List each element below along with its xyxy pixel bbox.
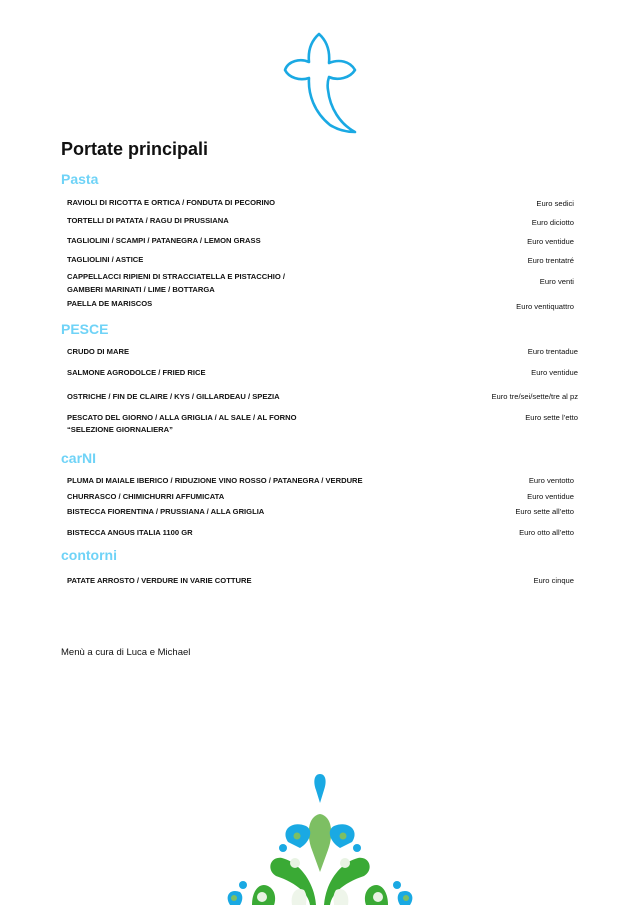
menu-item: PAELLA DE MARISCOS — [67, 299, 153, 308]
menu-price: Euro ventidue — [531, 368, 578, 377]
menu-item: PLUMA DI MAIALE IBERICO / RIDUZIONE VINO ROSSO / PATANEGRA / VERDURE — [67, 476, 363, 485]
menu-item: CAPPELLACCI RIPIENI DI STRACCIATELLA E PISTACCHIO / — [67, 272, 285, 281]
section-heading-carni: carNI — [61, 450, 97, 466]
menu-price: Euro venti — [539, 277, 574, 286]
menu-price: Euro ventiquattro — [516, 302, 574, 311]
menu-item: SALMONE AGRODOLCE / FRIED RICE — [67, 368, 206, 377]
menu-price: Euro ventotto — [528, 476, 574, 485]
menu-item: PESCATO DEL GIORNO / ALLA GRIGLIA / AL SALE / AL FORNO — [67, 413, 297, 422]
section-heading-pasta: Pasta — [61, 171, 99, 187]
cross-logo-icon — [280, 28, 360, 134]
menu-item: TORTELLI DI PATATA / RAGU DI PRUSSIANA — [67, 216, 229, 225]
menu-price: Euro sette all’etto — [515, 507, 574, 516]
section-heading-contorni: contorni — [61, 547, 117, 563]
menu-price: Euro cinque — [533, 576, 574, 585]
menu-price: Euro diciotto — [531, 218, 574, 227]
menu-price: Euro sedici — [536, 199, 574, 208]
menu-item: CHURRASCO / CHIMICHURRI AFFUMICATA — [67, 492, 225, 501]
menu-item: TAGLIOLINI / SCAMPI / PATANEGRA / LEMON GRASS — [67, 236, 261, 245]
menu-item: BISTECCA ANGUS ITALIA 1100 GR — [67, 528, 193, 537]
menu-item-line2: “SELEZIONE GIORNALIERA” — [67, 425, 173, 434]
menu-item: BISTECCA FIORENTINA / PRUSSIANA / ALLA GRIGLIA — [67, 507, 265, 516]
menu-price: Euro trentadue — [527, 347, 578, 356]
menu-item-line2: GAMBERI MARINATI / LIME / BOTTARGA — [67, 285, 215, 294]
menu-item: CRUDO DI MARE — [67, 347, 130, 356]
menu-price: Euro trentatré — [527, 256, 574, 265]
menu-price: Euro sette l’etto — [525, 413, 578, 422]
menu-price: Euro ventidue — [527, 237, 574, 246]
menu-item: TAGLIOLINI / ASTICE — [67, 255, 144, 264]
menu-item: OSTRICHE / FIN DE CLAIRE / KYS / GILLARDEAU / SPEZIA — [67, 392, 280, 401]
menu-price: Euro otto all’etto — [519, 528, 574, 537]
section-heading-pesce: PESCE — [61, 321, 109, 337]
menu-item: RAVIOLI DI RICOTTA E ORTICA / FONDUTA DI PECORINO — [67, 198, 275, 207]
menu-price: Euro ventidue — [527, 492, 574, 501]
menu-price: Euro tre/sei/sette/tre al pz — [491, 392, 578, 401]
page-title: Portate principali — [61, 139, 209, 159]
footer-credit: Menù a cura di Luca e Michael — [61, 647, 191, 658]
floral-logo-icon — [210, 770, 430, 905]
menu-item: PATATE ARROSTO / VERDURE IN VARIE COTTURE — [67, 576, 252, 585]
